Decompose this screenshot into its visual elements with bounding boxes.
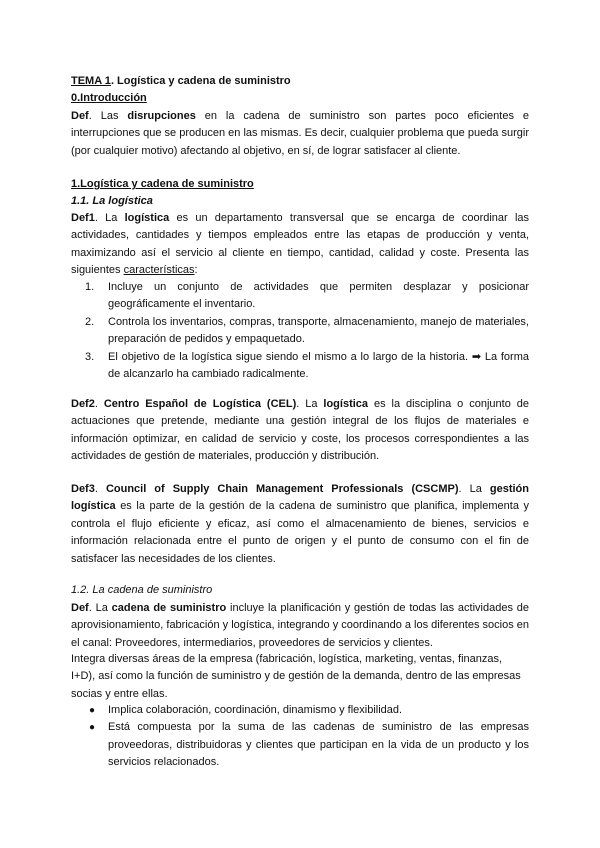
- intro-def-term: disrupciones: [127, 110, 196, 122]
- def2-pre: .: [94, 398, 104, 410]
- def3-pre: .: [94, 483, 106, 495]
- def2-org: Centro Español de Logística (CEL): [103, 398, 297, 410]
- def1-end: :: [194, 264, 198, 277]
- def1-paragraph: [71, 210, 529, 280]
- list-item: [71, 349, 529, 384]
- list-text: Controla los inventarios, compras, transporte, almacenamiento, manejo de materiales, preparación de pedidos y empaquetado.: [108, 315, 529, 346]
- list-text: El objetivo de la logística sigue siendo el mismo a lo largo de la historia.: [108, 350, 469, 363]
- list-item: [71, 702, 529, 719]
- list-text: Incluye un conjunto de actividades que permiten desplazar y posicionar geográficamente el inventario.: [108, 281, 529, 311]
- def1-pre: . La: [94, 212, 125, 224]
- def1-term: logística: [124, 212, 170, 224]
- title-rest: . Logística y cadena de suministro: [110, 75, 291, 87]
- bullet-icon: ●: [89, 705, 96, 716]
- intro-def-label: Def: [71, 110, 89, 122]
- intro-heading: 0.Introducción: [71, 92, 147, 104]
- bullet-list: [71, 702, 529, 772]
- features-list: [71, 279, 529, 383]
- subsection-1-2-heading: 1.2. La cadena de suministro: [71, 584, 213, 596]
- def2-label: Def2: [71, 398, 95, 410]
- list-text-continued: La forma de alcanzarlo ha cambiado radicalmente.: [108, 350, 529, 381]
- def4-pre: . La: [88, 602, 112, 614]
- def3-term: gestión logística: [71, 483, 529, 513]
- document-title: [71, 73, 529, 90]
- def3-label: Def3: [71, 483, 95, 495]
- intro-definition: [71, 108, 529, 160]
- title-prefix: TEMA 1: [71, 75, 111, 87]
- bullet-icon: ●: [89, 722, 96, 734]
- def1-label: Def1: [71, 212, 95, 224]
- def2-term: logística: [323, 398, 369, 410]
- def2-text: es la disciplina o conjunto de actuaciones que pretende, mediante una gestión integral de los flujos de materiales e información optimizar, en calidad de servicio y coste, los procesos correspondientes a las actividades de gestión de materiales, producción y distribución.: [71, 398, 529, 463]
- def4-label: Def: [71, 602, 89, 614]
- section1-heading: 1.Logística y cadena de suministro: [71, 178, 254, 190]
- list-text: Está compuesta por la suma de las cadenas de suministro de las empresas proveedoras, distribuidoras y clientes que participan en la vida de un producto y los servicios relacionados.: [108, 721, 529, 769]
- list-text: Implica colaboración, coordinación, dinamismo y flexibilidad.: [108, 704, 403, 716]
- def2-mid: . La: [296, 398, 324, 410]
- def3-org: Council of Supply Chain Management Professionals (CSCMP): [105, 483, 459, 495]
- intro-def-text: en la cadena de suministro son partes poco eficientes e interrupciones que se producen en las mismas. Es decir, cualquier problema que pueda surgir (por cualquier motivo) afectando al objetivo, en sí, de lograr satisfacer al cliente.: [71, 110, 530, 157]
- def3-paragraph: [71, 481, 529, 568]
- intro-def-pre: . Las: [88, 110, 128, 122]
- def3-mid: . La: [458, 483, 490, 495]
- list-item: [71, 314, 529, 349]
- def1-link: características: [123, 264, 195, 277]
- def1-text: es un departamento transversal que se encarga de coordinar las actividades, cantidades y tiempos empleados entre las etapas de producción y venta, maximizando así el servicio al cliente en tiempo, cantidad, calidad y coste. Presenta las siguientes: [71, 212, 529, 277]
- list-item: [71, 719, 529, 771]
- right-arrow-icon: ➡: [468, 350, 485, 363]
- def3-text: es la parte de la gestión de la cadena de suministro que planifica, implementa y controla el flujo eficiente y eficaz, así como el almacenamiento de bienes, servicios e información relacionada entre el punto de origen y el punto de consumo con el fin de satisfacer las necesidades de los clientes.: [71, 500, 529, 565]
- list-number: 1.: [85, 281, 95, 293]
- def2-paragraph: [71, 396, 529, 466]
- list-number: 3.: [85, 350, 95, 363]
- subsection-1-1-heading: 1.1. La logística: [71, 195, 153, 207]
- list-item: [71, 279, 529, 314]
- def4-term: cadena de suministro: [111, 602, 227, 614]
- integra-paragraph: Integra diversas áreas de la empresa (fabricación, logística, marketing, ventas, finanzas, I+D), así como la función de suministro y de gestión de la demanda, dentro de las empresas socias y entre ellas.: [71, 653, 521, 700]
- list-number: 2.: [85, 315, 95, 328]
- def4-text: incluye la planificación y gestión de todas las actividades de aprovisionamiento, fabricación y logística, integrando y coordinando a los diferentes socios en el canal: Proveedores, intermediarios, proveedores de servicios y clientes.: [71, 602, 529, 649]
- def4-paragraph: [71, 600, 529, 652]
